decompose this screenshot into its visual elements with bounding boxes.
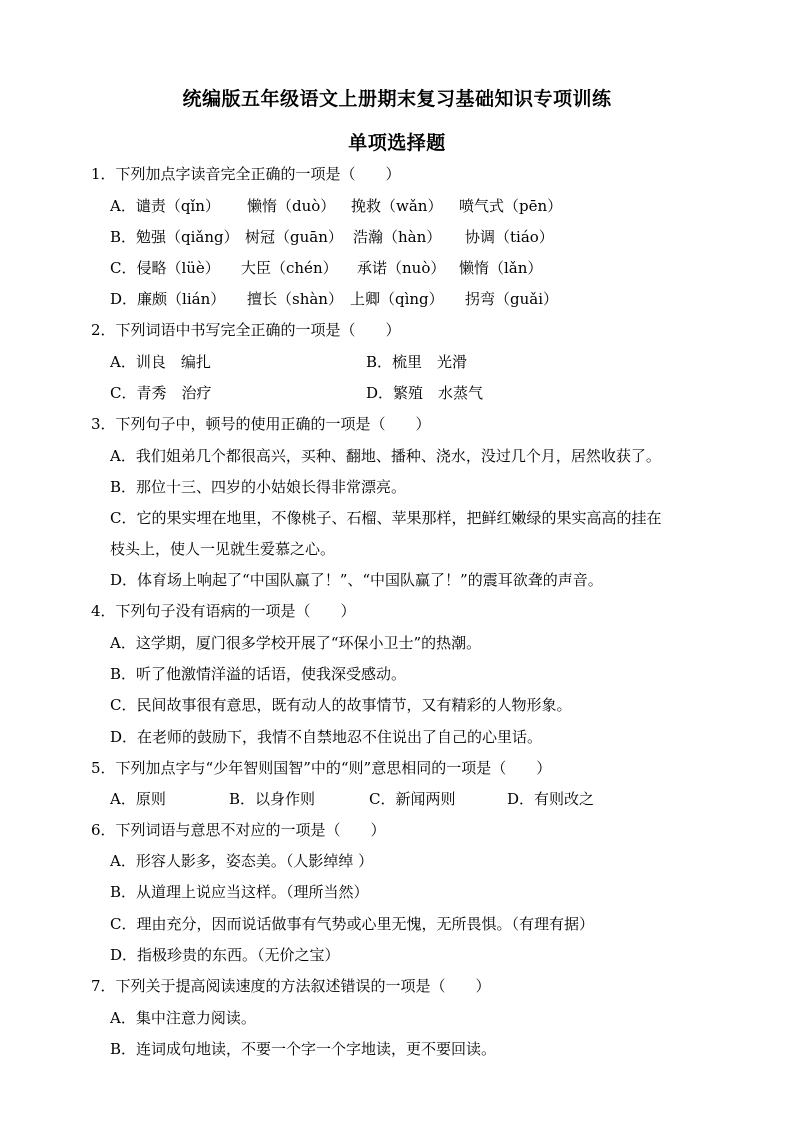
question-3-option-d: D．体育场上响起了“中国队赢了！”、“中国队赢了！”的震耳欲聋的声音。 [110,571,603,589]
question-7-option-b: B．连词成句地读，不要一个字一个字地读，更不要回读。 [110,1040,497,1058]
question-1-stem: 1．下列加点字读音完全正确的一项是（ ） [91,165,401,183]
question-3-option-b: B．那位十三、四岁的小姑娘长得非常漂亮。 [110,478,407,496]
question-6-stem: 6．下列词语与意思不对应的一项是（ ） [91,821,386,839]
question-5-option-d: D．有则改之 [507,790,595,808]
question-3-stem: 3．下列句子中，顿号的使用正确的一项是（ ） [91,415,431,433]
option-d-item-1: D．廉颇（lián） [110,290,226,308]
option-b-item-4: 协调（tiáo） [465,228,554,246]
question-2-option-a: A．训良 编扎 [110,353,211,371]
option-c-item-2: 大臣（chén） [241,259,338,277]
question-2-stem: 2．下列词语中书写完全正确的一项是（ ） [91,321,401,339]
question-5-option-a: A．原则 [110,790,166,808]
option-d-item-3: 上卿（qìng） [350,290,444,308]
option-c-item-1: C．侵略（lüè） [110,259,220,277]
option-b-item-3: 浩瀚（hàn） [353,228,442,246]
question-4-stem: 4．下列句子没有语病的一项是（ ） [91,602,356,620]
question-4-option-c: C．民间故事很有意思，既有动人的故事情节，又有精彩的人物形象。 [110,696,572,714]
option-a-item-4: 喷气式（pēn） [459,197,563,215]
option-b-item-1: B．勉强（qiǎng） [110,228,239,246]
question-7-option-a: A．集中注意力阅读。 [110,1009,256,1027]
question-4-option-a: A．这学期，厦门很多学校开展了“环保小卫士”的热潮。 [110,634,482,652]
question-5-stem: 5．下列加点字与“少年智则国智”中的“则”意思相同的一项是（ ） [91,759,552,777]
question-5-option-b: B．以身作则 [229,790,316,808]
question-5-option-c: C．新闻两则 [369,790,456,808]
option-a-item-2: 懒惰（duò） [247,197,336,215]
question-4-option-d: D．在老师的鼓励下，我情不自禁地忍不住说出了自己的心里话。 [110,728,543,746]
question-3-option-a: A．我们姐弟几个都很高兴，买种、翻地、播种、浇水，没过几个月，居然收获了。 [110,447,661,465]
option-c-item-4: 懒惰（lǎn） [459,259,543,277]
question-6-option-d: D．指极珍贵的东西。（无价之宝） [110,946,340,964]
option-a-item-3: 挽救（wǎn） [351,197,443,215]
question-3-option-c-line-2: 枝头上，使人一见就生爱慕之心。 [110,540,336,558]
question-7-stem: 7．下列关于提高阅读速度的方法叙述错误的一项是（ ） [91,977,491,995]
question-2-option-c: C．青秀 治疗 [110,384,212,402]
question-3-option-c-line-1: C．它的果实埋在地里，不像桃子、石榴、苹果那样，把鲜红嫩绿的果实高高的挂在 [110,509,662,527]
option-b-item-2: 树冠（guān） [245,228,343,246]
document-title: 统编版五年级语文上册期末复习基础知识专项训练 [182,88,612,110]
question-6-option-a: A．形容人影多，姿态美。（人影绰绰 ） [110,852,374,870]
question-2-option-b: B．梳里 光滑 [366,353,468,371]
question-2-option-d: D．繁殖 水蒸气 [366,384,484,402]
question-4-option-b: B．听了他激情洋溢的话语，使我深受感动。 [110,665,407,683]
option-d-item-2: 擅长（shàn） [247,290,343,308]
question-6-option-b: B．从道理上说应当这样。（理所当然） [110,883,369,901]
section-title: 单项选择题 [348,132,446,154]
option-d-item-4: 拐弯（guǎi） [465,290,559,308]
question-6-option-c: C．理由充分，因而说话做事有气势或心里无愧，无所畏惧。（有理有据） [110,915,594,933]
option-a-item-1: A．谴责（qǐn） [110,197,220,215]
option-c-item-3: 承诺（nuò） [357,259,446,277]
